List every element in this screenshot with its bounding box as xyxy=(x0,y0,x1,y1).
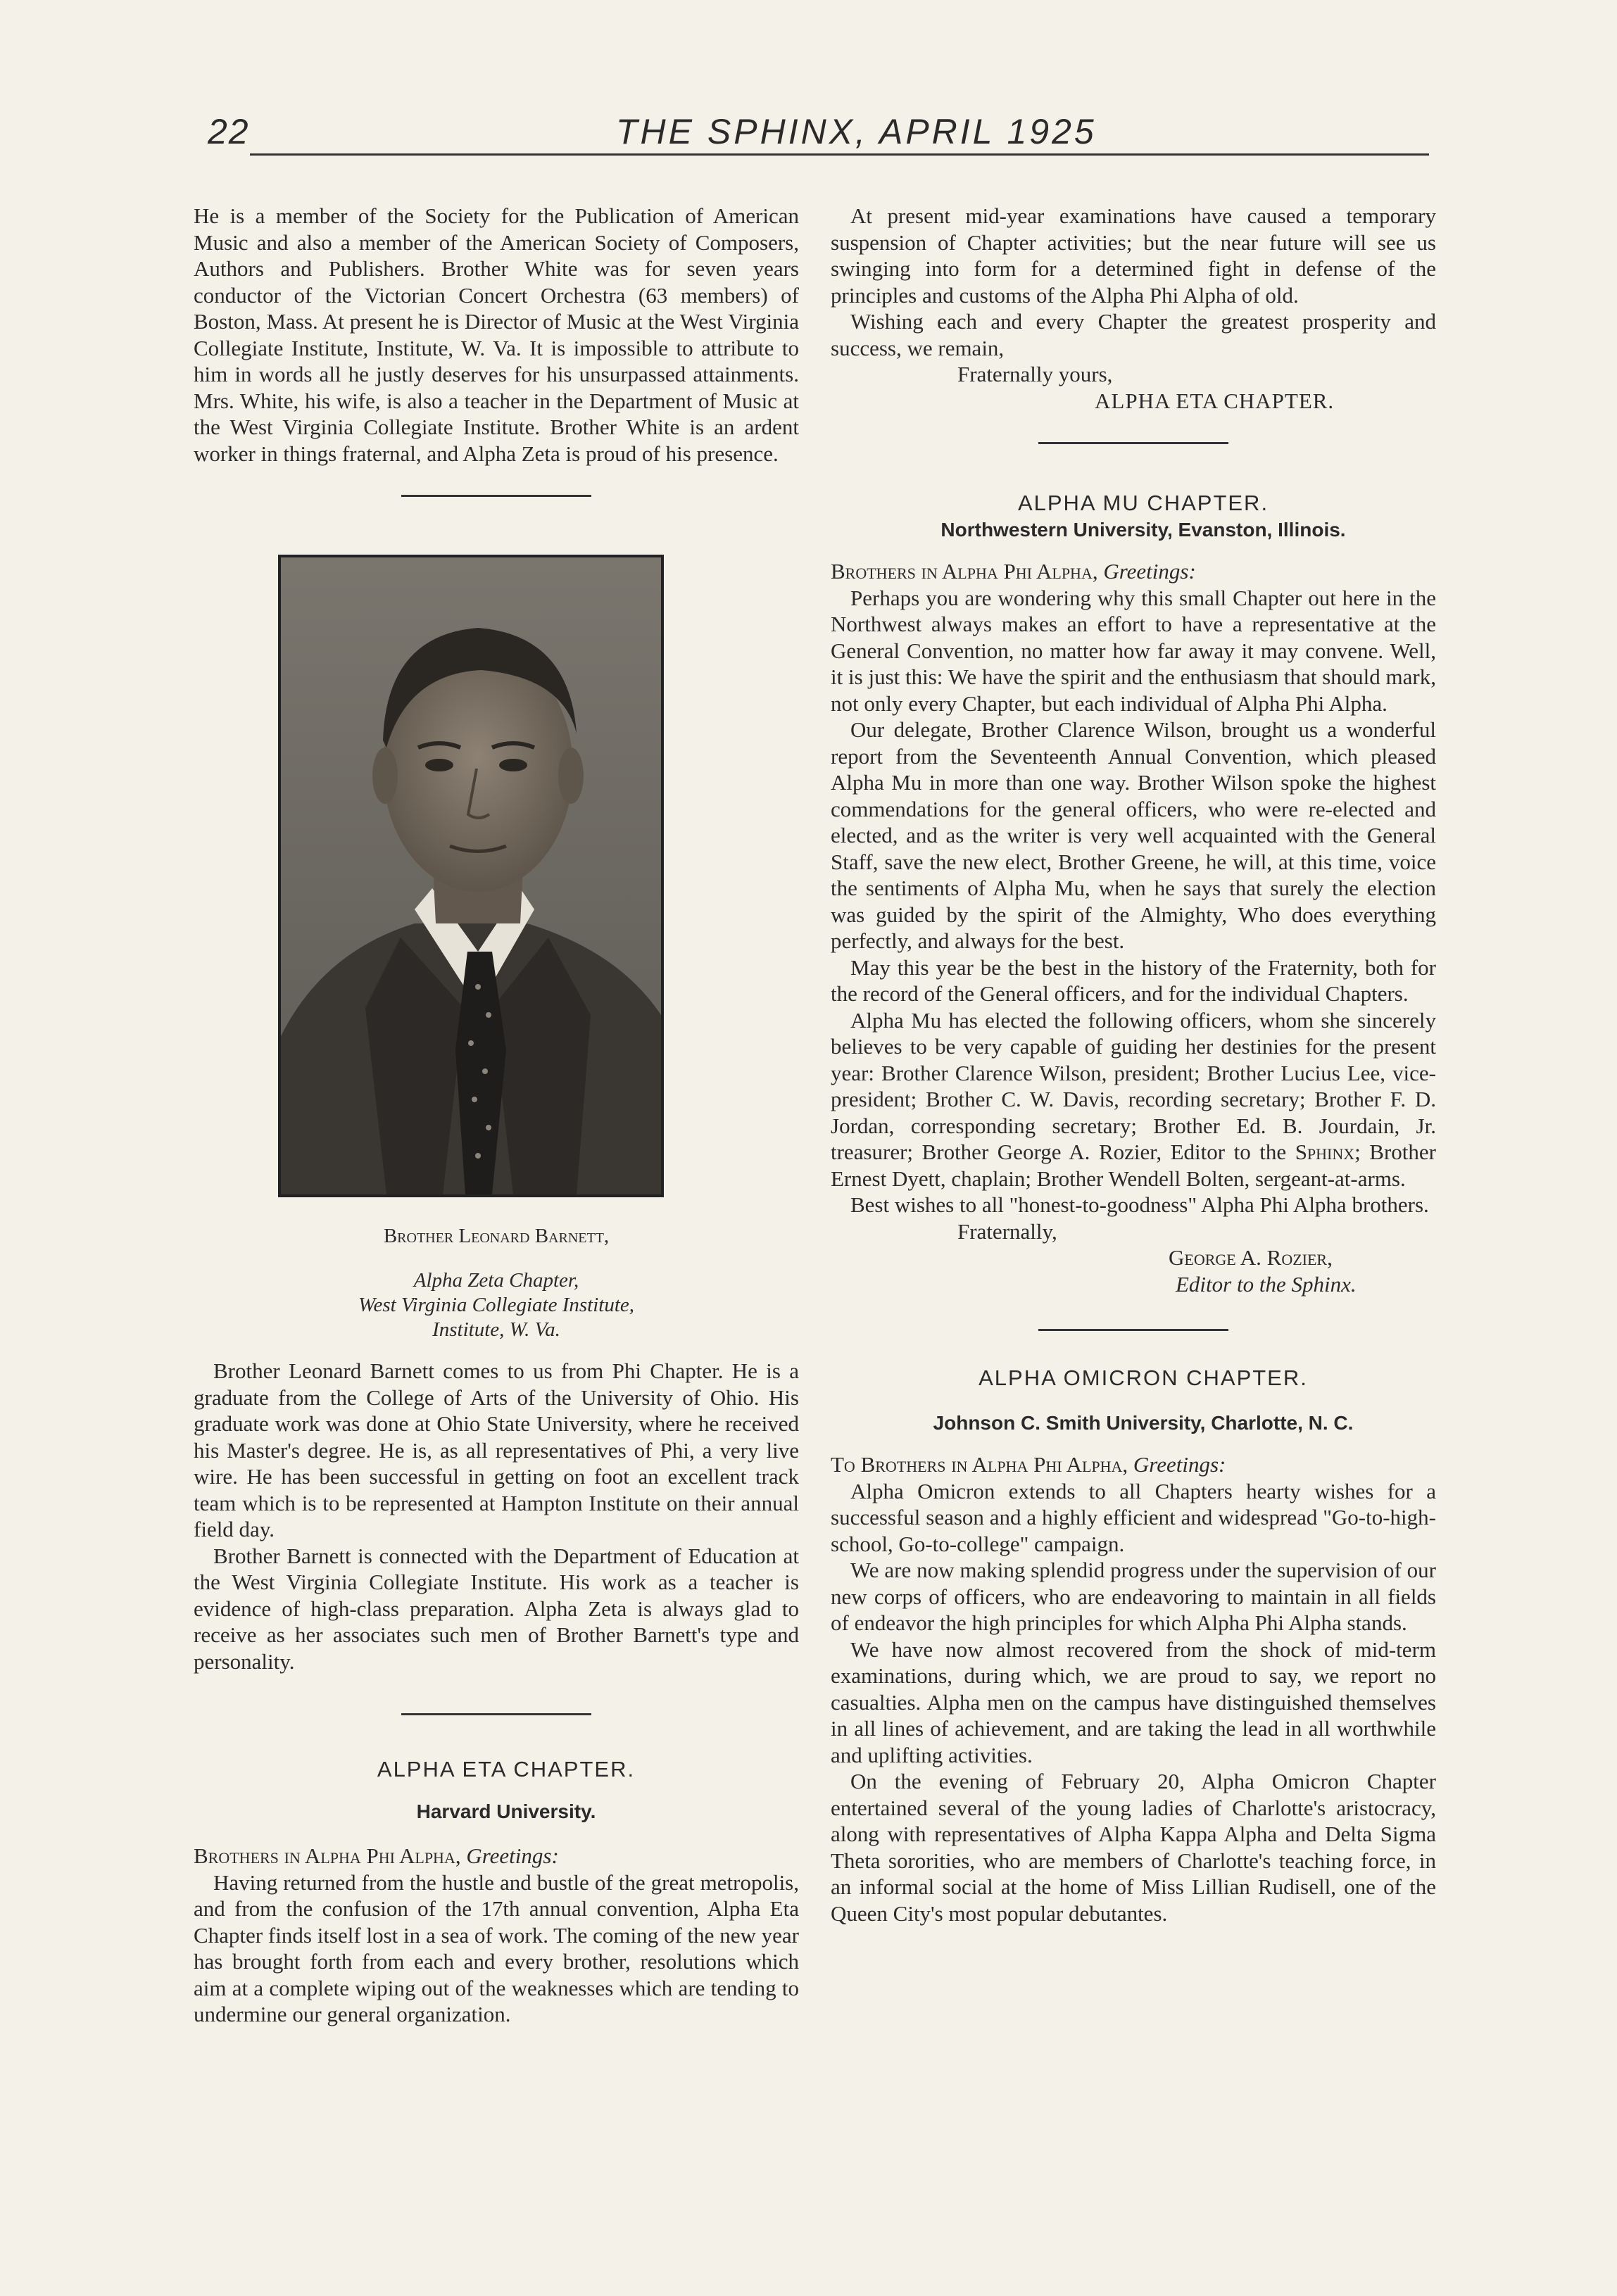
alpha-mu-paragraph-5: Best wishes to all "honest-to-goodness" Alpha Phi Alpha brothers. xyxy=(850,1192,1429,1217)
alpha-eta-paragraph-1: Having returned from the hustle and bustle of the great metropolis, and from the confusion of the 17th annual convention, Alpha Eta Chapter finds itself lost in a sea of work. The coming of the new year has brought forth from each and every brother, resolutions which aim at a complete wiping out of the weaknesses which are tending to undermine our general organization. xyxy=(194,1869,799,2026)
alpha-mu-signature-name: George A. Rozier, xyxy=(1169,1245,1333,1270)
alpha-eta-signature: ALPHA ETA CHAPTER. xyxy=(1095,388,1335,413)
salutation-text: Brothers in Alpha Phi Alpha, xyxy=(831,559,1098,584)
alpha-omicron-salutation xyxy=(831,1451,1436,1478)
photo-caption-institute: West Virginia Collegiate Institute, xyxy=(358,1294,634,1316)
sphinx-name: Sphinx xyxy=(1295,1140,1355,1164)
masthead-title: THE SPHINX, APRIL 1925 xyxy=(616,112,1097,151)
alpha-mu-paragraph-3: May this year be the best in the history of the Fraternity, both for the record of the General officers, and for the individual Chapters. xyxy=(831,954,1436,1006)
page-number: 22 xyxy=(208,112,250,151)
alpha-omicron-paragraph-4: On the evening of February 20, Alpha Omicron Chapter entertained several of the young ladies of Charlotte's aristocracy, along with representatives of Alpha Kappa Alpha and Delta Sigma Theta sororities, who are members of Charlotte's teaching force, in an informal social at the home of Miss Lillian Rudisell, one of the Queen City's most popular debutantes. xyxy=(831,1769,1436,1926)
alpha-eta-paragraph-2: At present mid-year examinations have caused a temporary suspension of Chapter activities; but the near future will see us swinging into form for a determined fight in defense of the principles and customs of the Alpha Phi Alpha of old. xyxy=(831,203,1436,308)
portrait-image xyxy=(281,557,661,1194)
photo-caption-name: Brother Leonard Barnett, xyxy=(383,1225,610,1247)
alpha-eta-title: ALPHA ETA CHAPTER. xyxy=(377,1757,636,1781)
greeting-text: Greetings: xyxy=(1103,559,1196,584)
officers-text-end: ; Brother Ernest Dyett, chaplain; Brother Wendell Bolten, sergeant-at-arms. xyxy=(831,1140,1436,1191)
photo-caption-chapter: Alpha Zeta Chapter, xyxy=(413,1269,579,1292)
alpha-eta-salutation xyxy=(194,1843,799,1869)
alpha-mu-paragraph-2: Our delegate, Brother Clarence Wilson, brought us a wonderful report from the Seventeenth Annual Convention, which pleased Alpha Mu in more than one way. Brother Wilson spoke the highest commendations for the general officers, who were re-elected and elected, and as the writer is very well acquainted with the General Staff, save the new elect, Brother Greene, he will, at this time, voice the sentiments of Alpha Mu, when he says that surely the election was guided by the spirit of the Almighty, Who does everything perfectly, and always for the best. xyxy=(831,717,1436,953)
alpha-eta-subtitle: Harvard University. xyxy=(416,1800,596,1822)
salutation-text: Brothers in Alpha Phi Alpha, xyxy=(194,1843,461,1868)
right-column xyxy=(831,203,1436,1926)
alpha-mu-title: ALPHA MU CHAPTER. xyxy=(1017,491,1269,515)
page-header xyxy=(194,106,1429,162)
alpha-eta-closing: Fraternally yours, xyxy=(957,362,1113,386)
alpha-mu-salutation xyxy=(831,558,1436,585)
alpha-omicron-paragraph-2: We are now making splendid progress under the supervision of our new corps of officers, who are endeavoring to maintain in all fields of endeavor the high principles for which Alpha Phi Alpha stands. xyxy=(831,1558,1436,1635)
greeting-text: Greetings: xyxy=(466,1843,559,1868)
alpha-mu-subtitle: Northwestern University, Evanston, Illinois. xyxy=(940,518,1346,541)
alpha-mu-closing: Fraternally, xyxy=(957,1218,1057,1244)
photo-caption-location: Institute, W. Va. xyxy=(432,1318,560,1341)
officers-text-start: Alpha Mu has elected the following officers, whom she sincerely believes to be very capable of guiding her destinies for the present year: Brother Clarence Wilson, president; Brother Lucius Lee, vice-president; Brother C. W. Davis, recording secretary; Brother F. D. Jordan, corresponding secretary; Brother Ed. B. Jourdain, Jr. treasurer; Brother George A. Rozier, Editor to the xyxy=(831,1007,1436,1164)
alpha-omicron-title: ALPHA OMICRON CHAPTER. xyxy=(979,1365,1308,1390)
alpha-mu-paragraph-1: Perhaps you are wondering why this small Chapter out here in the Northwest always makes an effort to have a representative at the General Convention, no matter how far away it may convene. Well, it is just this: We have the spirit and the enthusiasm that should mark, not only every Chapter, but each individual of Alpha Phi Alpha. xyxy=(831,585,1436,716)
barnett-paragraph-2: Brother Barnett is connected with the Department of Education at the West Virginia Collegiate Institute. His work as a teacher is evidence of high-class preparation. Alpha Zeta is always glad to receive as her associates such men of Brother Barnett's type and personality. xyxy=(194,1543,799,1674)
left-column xyxy=(194,203,799,2028)
alpha-omicron-paragraph-1: Alpha Omicron extends to all Chapters hearty wishes for a successful season and a highly efficient and widespread "Go-to-high-school, Go-to-college" campaign. xyxy=(831,1478,1436,1556)
greeting-text: Greetings: xyxy=(1133,1452,1226,1477)
alpha-mu-signature-title: Editor to the Sphinx. xyxy=(1176,1271,1357,1297)
white-biography-paragraph: He is a member of the Society for the Publication of American Music and also a member of the American Society of Composers, Authors and Publishers. Brother White was for seven years conductor of the Victorian Concert Orchestra (63 members) of Boston, Mass. At present he is Director of Music at the West Virginia Collegiate Institute, Institute, W. Va. It is impossible to attribute to him in words all he justly deserves for his unsurpassed attainments. Mrs. White, his wife, is also a teacher in the Department of Music at the West Virginia Collegiate Institute. Brother White is an ardent worker in things fraternal, and Alpha Zeta is proud of his presence. xyxy=(194,203,799,466)
portrait-photo xyxy=(278,555,664,1197)
alpha-omicron-subtitle: Johnson C. Smith University, Charlotte, N. C. xyxy=(933,1411,1354,1434)
barnett-paragraph-1: Brother Leonard Barnett comes to us from Phi Chapter. He is a graduate from the College of Arts of the University of Ohio. His graduate work was done at Ohio State University, where he received his Master's degree. He is, as all representatives of Phi, a very live wire. He has been successful in getting on foot an excellent track team which is to be represented at Hampton Institute on their annual field day. xyxy=(194,1358,799,1541)
header-rule xyxy=(250,153,1429,156)
alpha-eta-paragraph-3: Wishing each and every Chapter the greatest prosperity and success, we remain, xyxy=(831,309,1436,360)
alpha-mu-paragraph-4 xyxy=(831,1007,1436,1192)
salutation-text: To Brothers in Alpha Phi Alpha, xyxy=(831,1452,1128,1477)
alpha-omicron-paragraph-3: We have now almost recovered from the shock of mid-term examinations, during which, we are proud to say, we report no casualties. Alpha men on the campus have distinguished themselves in all lines of achievement, and are taking the lead in all worthwhile and uplifting activities. xyxy=(831,1636,1436,1767)
